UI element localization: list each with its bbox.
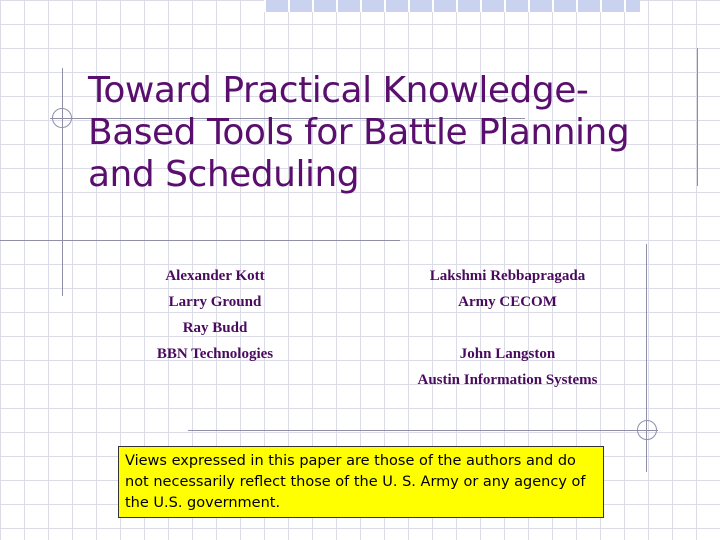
author-affiliation: BBN Technologies	[156, 346, 274, 362]
top-decorative-strip	[264, 0, 640, 12]
authors-left-column	[110, 263, 320, 367]
author-name: Lakshmi Rebbapragada	[429, 268, 586, 284]
slide-title: Toward Practical Knowledge-Based Tools for Battle Planning and Scheduling	[88, 70, 630, 195]
title-rule-circle-ornament	[52, 108, 72, 128]
spacer-line	[380, 315, 635, 341]
author-affiliation: Army CECOM	[458, 294, 557, 310]
author-name: Alexander Kott	[165, 268, 265, 284]
disclaimer-box: Views expressed in this paper are those of the authors and do not necessarily reflect those of the U. S. Army or any agency of the U.S. government.	[118, 446, 604, 518]
title-bottom-rule	[0, 240, 400, 241]
bottom-rule-circle-ornament	[637, 420, 657, 440]
left-vertical-rule	[62, 68, 63, 296]
author-affiliation: Austin Information Systems	[417, 372, 598, 388]
right-vertical-rule	[697, 48, 698, 186]
author-name: Larry Ground	[168, 294, 262, 310]
author-name: Ray Budd	[182, 320, 248, 336]
bottom-horizontal-rule	[188, 430, 658, 431]
author-name: John Langston	[459, 346, 556, 362]
authors-right-column	[380, 263, 635, 393]
